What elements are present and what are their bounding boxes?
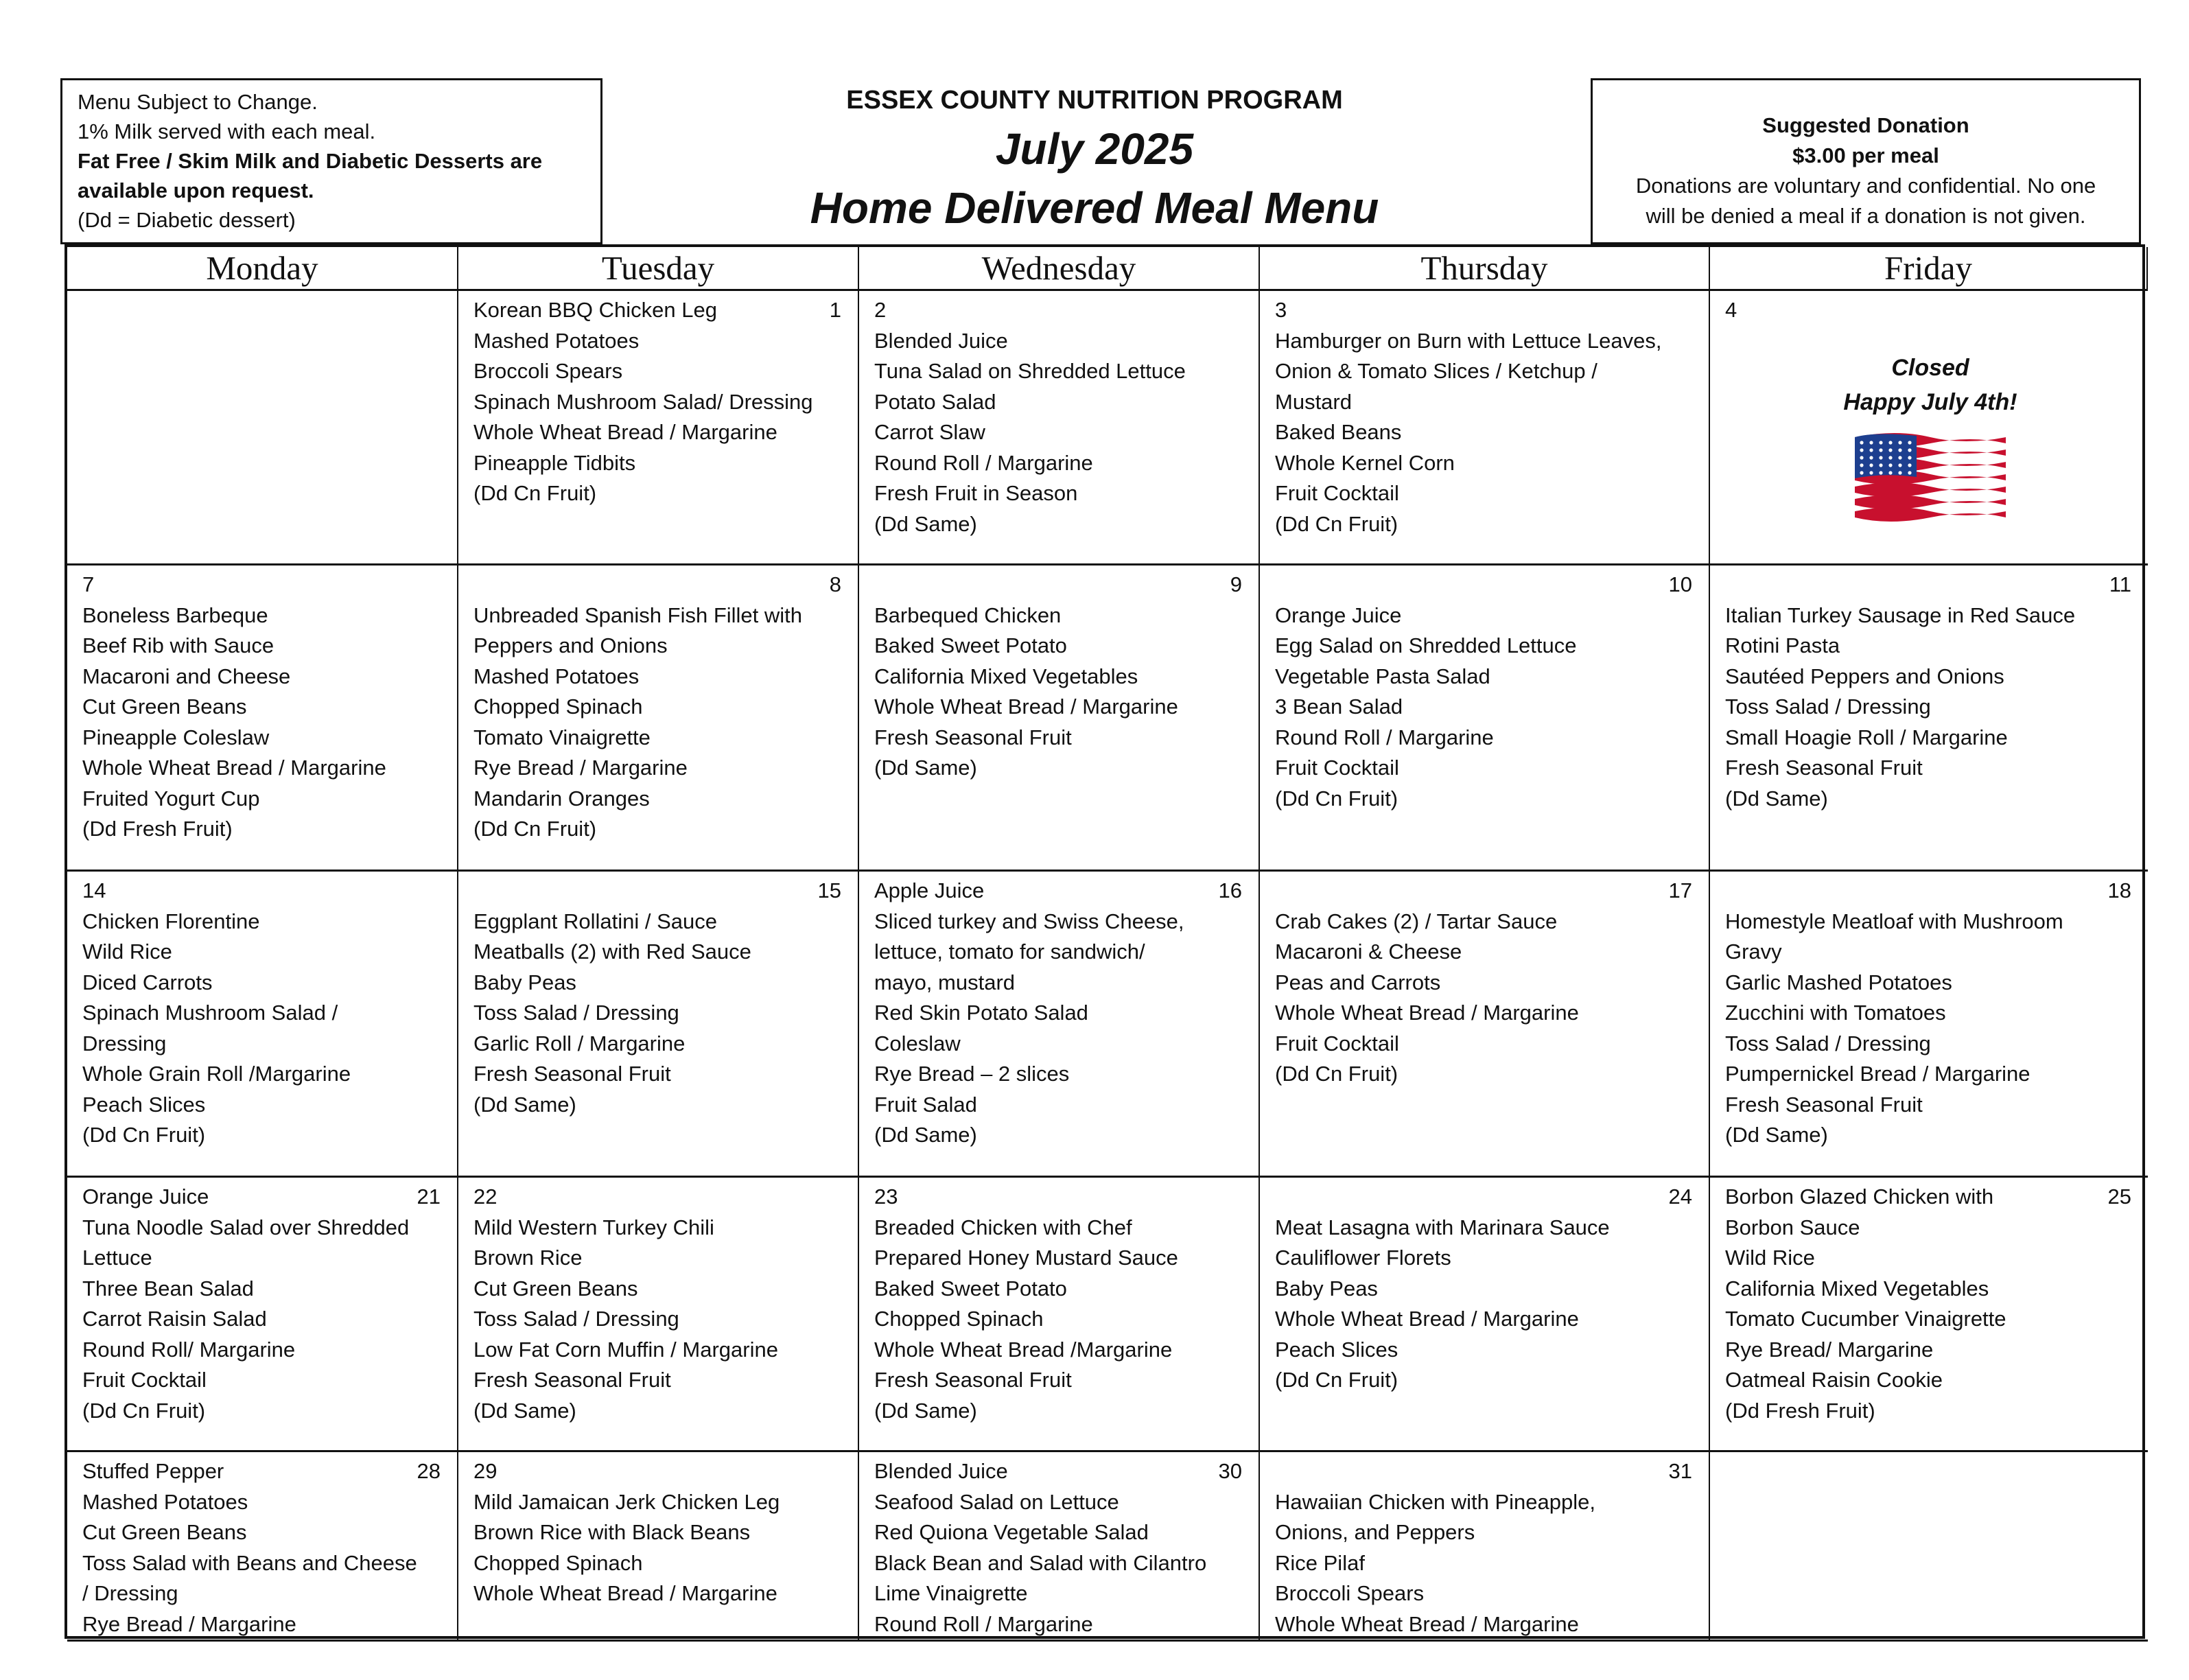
menu-item: Rye Bread/ Margarine — [1725, 1337, 1934, 1362]
menu-item: Carrot Slaw — [874, 420, 985, 444]
menu-item: Fresh Seasonal Fruit — [874, 1368, 1072, 1392]
day-number: 8 — [829, 572, 841, 596]
notes-line: available upon request. — [78, 178, 314, 202]
day-number: 31 — [1668, 1459, 1692, 1483]
notes-line: Fat Free / Skim Milk and Diabetic Desserts are — [78, 149, 543, 173]
program-title: ESSEX COUNTY NUTRITION PROGRAM — [846, 86, 1343, 115]
menu-item: (Dd Cn Fruit) — [82, 1398, 206, 1423]
menu-item: Mustard — [1275, 389, 1352, 414]
menu-item: Crab Cakes (2) / Tartar Sauce — [1275, 909, 1558, 933]
spacer-line — [473, 876, 845, 907]
menu-item: Garlic Mashed Potatoes — [1725, 970, 1952, 994]
menu-item: Fruit Cocktail — [1275, 1031, 1399, 1055]
menu-item: Blended Juice — [874, 328, 1008, 353]
menu-item: Whole Wheat Bread / Margarine — [1275, 1307, 1579, 1331]
menu-item: Egg Salad on Shredded Lettuce — [1275, 633, 1577, 657]
menu-item: Fruited Yogurt Cup — [82, 786, 260, 810]
menu-item: Rice Pilaf — [1275, 1550, 1365, 1575]
menu-item: Pumpernickel Bread / Margarine — [1725, 1062, 2030, 1086]
menu-item: (Dd Same) — [473, 1092, 576, 1117]
menu-item: Three Bean Salad — [82, 1276, 254, 1300]
menu-item: Chopped Spinach — [473, 695, 643, 719]
menu-item: Baked Beans — [1275, 420, 1402, 444]
menu-item: Orange Juice — [1275, 603, 1402, 627]
menu-item: Toss Salad / Dressing — [473, 1307, 679, 1331]
day-cell — [1710, 565, 2148, 872]
menu-item: Fresh Seasonal Fruit — [1725, 1092, 1923, 1117]
menu-item: Tomato Cucumber Vinaigrette — [1725, 1307, 2006, 1331]
menu-item: (Dd Cn Fruit) — [82, 1123, 206, 1147]
donation-title: Suggested Donation — [1762, 113, 1969, 137]
menu-item: Mashed Potatoes — [473, 664, 640, 688]
donation-text: will be denied a meal if a donation is not given. — [1646, 204, 2086, 228]
menu-item: California Mixed Vegetables — [874, 664, 1138, 688]
menu-item: Fruit Cocktail — [1275, 756, 1399, 780]
menu-item: Lettuce — [82, 1246, 152, 1270]
menu-item: Whole Kernel Corn — [1275, 450, 1455, 475]
donation-amount: $3.00 per meal — [1792, 143, 1939, 167]
menu-item: Tomato Vinaigrette — [473, 725, 651, 749]
menu-item: (Dd Cn Fruit) — [1275, 786, 1398, 810]
donation-box — [1591, 78, 2141, 244]
menu-item: Baked Sweet Potato — [874, 633, 1067, 657]
menu-item: Fruit Cocktail — [82, 1368, 207, 1392]
menu-item: Coleslaw — [874, 1031, 961, 1055]
menu-item: Meat Lasagna with Marinara Sauce — [1275, 1215, 1610, 1239]
menu-item: Toss Salad with Beans and Cheese — [82, 1550, 417, 1575]
menu-item: (Dd Same) — [473, 1398, 576, 1423]
day-number: 11 — [2109, 572, 2131, 596]
day-cell — [1710, 872, 2148, 1178]
menu-item: Korean BBQ Chicken Leg — [473, 298, 717, 322]
menu-item: Apple Juice — [874, 878, 985, 902]
spacer-line — [1275, 1182, 1696, 1213]
us-flag-icon — [1848, 429, 2013, 532]
menu-title: Home Delivered Meal Menu — [810, 183, 1379, 233]
menu-item: Meatballs (2) with Red Sauce — [473, 940, 751, 964]
notes-box — [60, 78, 602, 244]
menu-item: Seafood Salad on Lettuce — [874, 1489, 1119, 1514]
menu-item: Mandarin Oranges — [473, 786, 650, 810]
menu-item: Toss Salad / Dressing — [1725, 1031, 1931, 1055]
menu-item: (Dd Fresh Fruit) — [1725, 1398, 1875, 1423]
menu-item: Sliced turkey and Swiss Cheese, — [874, 909, 1184, 933]
menu-item: Orange Juice — [82, 1185, 209, 1209]
menu-item: Mild Western Turkey Chili — [473, 1215, 714, 1239]
day-number: 17 — [1668, 878, 1692, 902]
menu-item: Fresh Seasonal Fruit — [874, 725, 1072, 749]
day-header-thursday: Thursday — [1260, 247, 1710, 291]
day-number: 18 — [2107, 878, 2131, 902]
menu-item: Whole Wheat Bread /Margarine — [874, 1337, 1173, 1362]
day-number: 23 — [874, 1185, 898, 1209]
menu-item: Cut Green Beans — [82, 1520, 247, 1544]
menu-item: Fruit Cocktail — [1275, 481, 1399, 505]
holiday-notice — [1725, 351, 2135, 419]
day-cell — [859, 565, 1260, 872]
menu-item: Rye Bread / Margarine — [473, 756, 688, 780]
day-number: 9 — [1230, 572, 1242, 596]
menu-item: Italian Turkey Sausage in Red Sauce — [1725, 603, 2076, 627]
menu-calendar — [65, 244, 2145, 1639]
day-cell — [1710, 1178, 2148, 1452]
menu-item: Broccoli Spears — [1275, 1581, 1425, 1605]
closed-label: Closed — [1891, 354, 1969, 381]
day-number: 21 — [417, 1185, 441, 1209]
menu-item: (Dd Cn Fruit) — [473, 481, 597, 505]
day-number: 22 — [473, 1185, 498, 1209]
day-cell — [1260, 1452, 1710, 1642]
day-number: 25 — [2107, 1185, 2131, 1209]
menu-item: Brown Rice with Black Beans — [473, 1520, 751, 1544]
menu-item: California Mixed Vegetables — [1725, 1276, 1989, 1300]
menu-item: Vegetable Pasta Salad — [1275, 664, 1490, 688]
day-cell — [458, 872, 859, 1178]
menu-item: / Dressing — [82, 1581, 178, 1605]
menu-item: Garlic Roll / Margarine — [473, 1031, 686, 1055]
menu-item: Broccoli Spears — [473, 359, 623, 383]
day-header-tuesday: Tuesday — [458, 247, 859, 291]
menu-item: Cut Green Beans — [473, 1276, 638, 1300]
menu-item: Mashed Potatoes — [473, 328, 640, 353]
day-cell — [458, 1178, 859, 1452]
day-header-friday: Friday — [1710, 247, 2148, 291]
day-cell — [1260, 872, 1710, 1178]
day-cell — [859, 1178, 1260, 1452]
menu-item: Spinach Mushroom Salad/ Dressing — [473, 389, 813, 414]
page-header — [686, 81, 1503, 237]
menu-item: Rye Bread – 2 slices — [874, 1062, 1070, 1086]
menu-item: (Dd Cn Fruit) — [1275, 1368, 1398, 1392]
menu-item: Borbon Glazed Chicken with — [1725, 1185, 1994, 1209]
menu-item: Whole Wheat Bread / Margarine — [1275, 1001, 1579, 1025]
menu-item: Carrot Raisin Salad — [82, 1307, 267, 1331]
menu-item: Red Skin Potato Salad — [874, 1001, 1088, 1025]
day-number: 28 — [417, 1459, 441, 1483]
menu-item: Wild Rice — [1725, 1246, 1815, 1270]
day-number: 15 — [817, 878, 841, 902]
spacer-line — [473, 570, 845, 600]
menu-item: Chopped Spinach — [874, 1307, 1044, 1331]
menu-item: Rotini Pasta — [1725, 633, 1840, 657]
spacer-line — [874, 570, 1246, 600]
menu-item: Beef Rib with Sauce — [82, 633, 274, 657]
day-cell — [859, 1452, 1260, 1642]
menu-item: Potato Salad — [874, 389, 996, 414]
menu-item: Black Bean and Salad with Cilantro — [874, 1550, 1207, 1575]
menu-item: Baby Peas — [473, 970, 576, 994]
menu-item: Hamburger on Burn with Lettuce Leaves, — [1275, 328, 1662, 353]
menu-item: Chopped Spinach — [473, 1550, 643, 1575]
day-number: 30 — [1218, 1459, 1242, 1483]
menu-item: Round Roll / Margarine — [874, 450, 1093, 475]
menu-item: Whole Wheat Bread / Margarine — [473, 420, 777, 444]
menu-item: Hawaiian Chicken with Pineapple, — [1275, 1489, 1595, 1514]
menu-item: Dressing — [82, 1031, 167, 1055]
menu-item: Homestyle Meatloaf with Mushroom — [1725, 909, 2063, 933]
menu-item: Peppers and Onions — [473, 633, 668, 657]
day-cell — [458, 291, 859, 565]
menu-item: Round Roll / Margarine — [874, 1611, 1093, 1636]
menu-item: Gravy — [1725, 940, 1782, 964]
menu-item: Macaroni & Cheese — [1275, 940, 1462, 964]
menu-item: (Dd Same) — [874, 511, 977, 536]
menu-item: Baked Sweet Potato — [874, 1276, 1067, 1300]
day-cell — [1260, 291, 1710, 565]
menu-item: Round Roll / Margarine — [1275, 725, 1494, 749]
menu-item: (Dd Same) — [874, 1398, 977, 1423]
menu-item: (Dd Cn Fruit) — [1275, 1062, 1398, 1086]
menu-item: Fresh Seasonal Fruit — [473, 1062, 671, 1086]
menu-item: Sautéed Peppers and Onions — [1725, 664, 2004, 688]
day-cell — [458, 1452, 859, 1642]
menu-item: Onions, and Peppers — [1275, 1520, 1475, 1544]
month-title: July 2025 — [995, 124, 1194, 174]
menu-item: Peas and Carrots — [1275, 970, 1441, 994]
menu-item: Oatmeal Raisin Cookie — [1725, 1368, 1943, 1392]
menu-item: Borbon Sauce — [1725, 1215, 1860, 1239]
day-number: 10 — [1668, 572, 1692, 596]
day-number: 16 — [1218, 878, 1242, 902]
day-cell — [67, 872, 458, 1178]
donation-text: Donations are voluntary and confidential. No one — [1635, 174, 2096, 198]
menu-item: Stuffed Pepper — [82, 1459, 224, 1483]
menu-item: Toss Salad / Dressing — [473, 1001, 679, 1025]
menu-item: (Dd Fresh Fruit) — [82, 817, 233, 841]
menu-item: Low Fat Corn Muffin / Margarine — [473, 1337, 778, 1362]
menu-item: Cauliflower Florets — [1275, 1246, 1451, 1270]
menu-item: Tuna Noodle Salad over Shredded — [82, 1215, 410, 1239]
day-number: 4 — [1725, 298, 1737, 322]
menu-item: mayo, mustard — [874, 970, 1016, 994]
menu-item: Baby Peas — [1275, 1276, 1378, 1300]
menu-item: Whole Wheat Bread / Margarine — [874, 695, 1178, 719]
day-cell — [1710, 291, 2148, 565]
menu-item: Mild Jamaican Jerk Chicken Leg — [473, 1489, 780, 1514]
menu-item: Boneless Barbeque — [82, 603, 268, 627]
day-cell — [859, 291, 1260, 565]
menu-item: Unbreaded Spanish Fish Fillet with — [473, 603, 803, 627]
day-cell — [859, 872, 1260, 1178]
spacer-line — [1275, 570, 1696, 600]
menu-item: (Dd Cn Fruit) — [473, 817, 597, 841]
day-number: 24 — [1668, 1185, 1692, 1209]
spacer-line — [1275, 876, 1696, 907]
day-cell — [458, 565, 859, 872]
menu-item: Peach Slices — [1275, 1337, 1398, 1362]
day-cell — [1260, 1178, 1710, 1452]
menu-item: Mashed Potatoes — [82, 1489, 248, 1514]
day-number: 2 — [874, 298, 887, 322]
spacer-line — [1725, 570, 2135, 600]
day-header-monday: Monday — [67, 247, 458, 291]
notes-line: (Dd = Diabetic dessert) — [78, 208, 296, 232]
menu-item: Macaroni and Cheese — [82, 664, 291, 688]
menu-item: Fresh Seasonal Fruit — [1725, 756, 1923, 780]
menu-item: (Dd Cn Fruit) — [1275, 511, 1398, 536]
notes-line: 1% Milk served with each meal. — [78, 119, 376, 143]
menu-item: Onion & Tomato Slices / Ketchup / — [1275, 359, 1597, 383]
day-number: 1 — [829, 298, 841, 322]
day-header-wednesday: Wednesday — [859, 247, 1260, 291]
holiday-label: Happy July 4th! — [1843, 388, 2017, 415]
menu-item: Blended Juice — [874, 1459, 1008, 1483]
menu-item: lettuce, tomato for sandwich/ — [874, 940, 1145, 964]
menu-item: Toss Salad / Dressing — [1725, 695, 1931, 719]
menu-item: Pineapple Tidbits — [473, 450, 636, 475]
day-number: 7 — [82, 572, 95, 596]
menu-item: (Dd Same) — [1725, 1123, 1828, 1147]
day-cell — [1710, 1452, 2148, 1642]
menu-item: Peach Slices — [82, 1092, 206, 1117]
day-cell — [67, 291, 458, 565]
menu-item: Chicken Florentine — [82, 909, 260, 933]
menu-item: Whole Grain Roll /Margarine — [82, 1062, 351, 1086]
menu-item: Fruit Salad — [874, 1092, 977, 1117]
menu-item: Round Roll/ Margarine — [82, 1337, 296, 1362]
menu-item: Cut Green Beans — [82, 695, 247, 719]
menu-item: Eggplant Rollatini / Sauce — [473, 909, 718, 933]
menu-item: Pineapple Coleslaw — [82, 725, 270, 749]
menu-item: Small Hoagie Roll / Margarine — [1725, 725, 2008, 749]
spacer-line — [1275, 1456, 1696, 1487]
menu-item: Tuna Salad on Shredded Lettuce — [874, 359, 1186, 383]
menu-item: (Dd Same) — [1725, 786, 1828, 810]
menu-item: Wild Rice — [82, 940, 172, 964]
spacer-line — [1725, 876, 2135, 907]
day-cell — [67, 1452, 458, 1642]
menu-item: 3 Bean Salad — [1275, 695, 1403, 719]
day-number: 3 — [1275, 298, 1287, 322]
menu-item: Red Quiona Vegetable Salad — [874, 1520, 1149, 1544]
menu-item: Brown Rice — [473, 1246, 583, 1270]
menu-item: Lime Vinaigrette — [874, 1581, 1028, 1605]
menu-item: Zucchini with Tomatoes — [1725, 1001, 1946, 1025]
menu-item: Diced Carrots — [82, 970, 213, 994]
day-cell — [1260, 565, 1710, 872]
day-number: 14 — [82, 878, 106, 902]
day-cell — [67, 1178, 458, 1452]
menu-item: Rye Bread / Margarine — [82, 1611, 296, 1636]
menu-item: Whole Wheat Bread / Margarine — [1275, 1611, 1579, 1636]
menu-item: Fresh Fruit in Season — [874, 481, 1078, 505]
menu-item: Whole Wheat Bread / Margarine — [473, 1581, 777, 1605]
menu-item: Whole Wheat Bread / Margarine — [82, 756, 386, 780]
menu-item: Prepared Honey Mustard Sauce — [874, 1246, 1178, 1270]
menu-item: (Dd Same) — [874, 756, 977, 780]
menu-item: Barbequed Chicken — [874, 603, 1062, 627]
day-cell — [67, 565, 458, 872]
day-number: 29 — [473, 1459, 498, 1483]
menu-item: Fresh Seasonal Fruit — [473, 1368, 671, 1392]
menu-item: (Dd Same) — [874, 1123, 977, 1147]
menu-item: Spinach Mushroom Salad / — [82, 1001, 338, 1025]
menu-item: Breaded Chicken with Chef — [874, 1215, 1132, 1239]
notes-line: Menu Subject to Change. — [78, 90, 318, 114]
